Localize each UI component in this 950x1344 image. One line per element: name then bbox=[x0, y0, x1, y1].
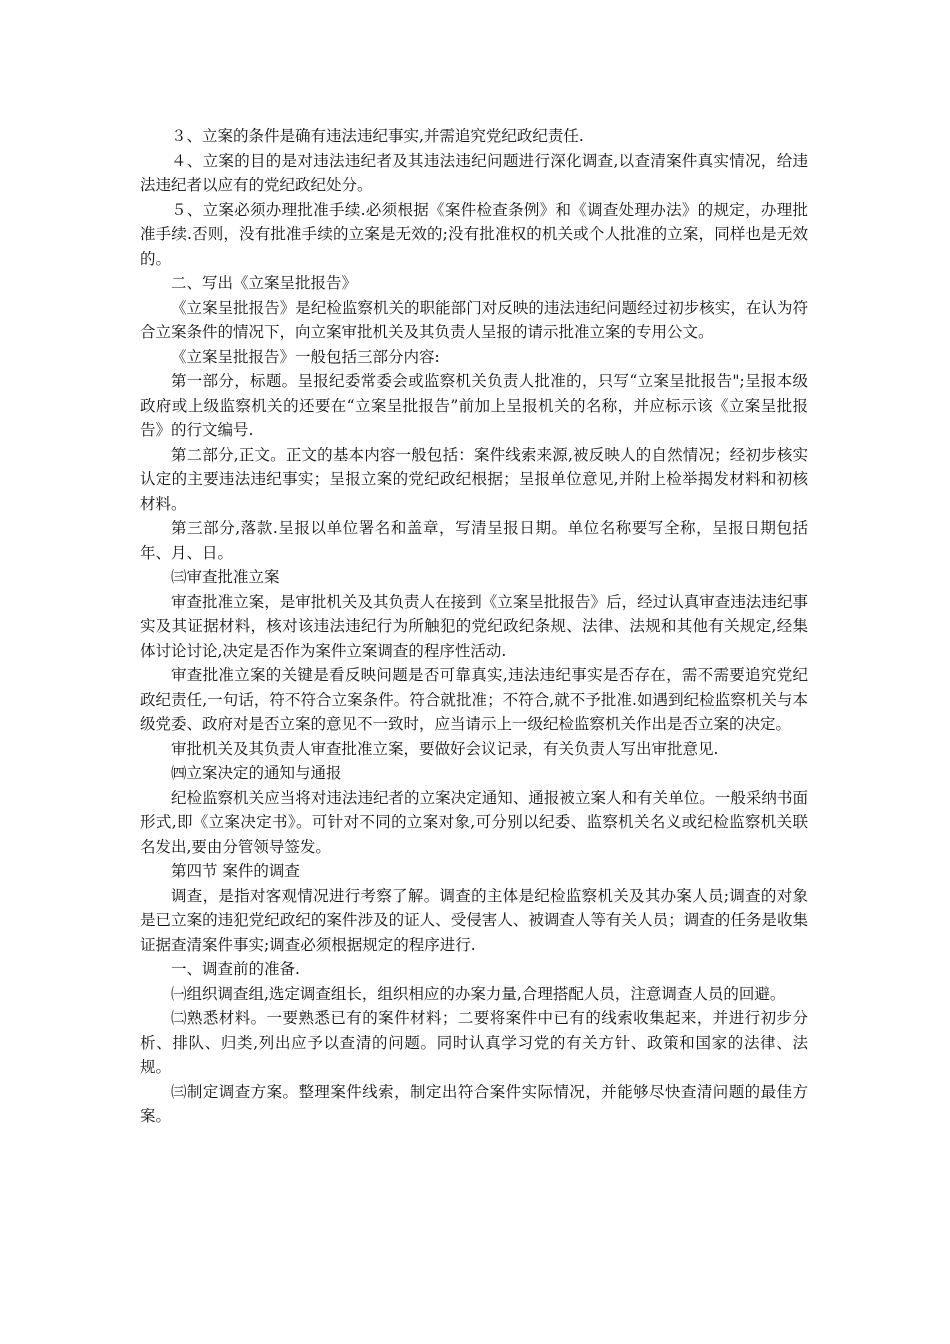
paragraph-notification: 纪检监察机关应当将对违法违纪者的立案决定通知、通报被立案人和有关单位。一般采纳书面形式,即《立案决定书》。可针对不同的立案对象,可分别以纪委、监察机关名义或纪检监察机关联名发出,要由分管领导签发。 bbox=[140, 788, 808, 856]
paragraph-3: ３、立案的条件是确有违法违纪事实,并需追究党纪政纪责任. bbox=[171, 127, 584, 145]
paragraph-review-key: 审查批准立案的关键是看反映问题是否可靠真实,违法违纪事实是否存在，需不需要追究党纪政纪责任,一句话，符不符合立案条件。符合就批准；不符合,就不予批准.如遇到纪检监察机关与本级党委、政府对是否立案的意见不一致时，应当请示上一级纪检监察机关作出是否立案的决定。 bbox=[140, 666, 808, 733]
paragraph-part-two: 第二部分,正文。正文的基本内容一般包括：案件线索来源,被反映人的自然情况；经初步核实认定的主要违法违纪事实；呈报立案的党纪政纪根据；呈报单位意见,并附上检举揭发材料和初核材料。 bbox=[140, 445, 808, 513]
paragraph-review-definition: 审查批准立案，是审批机关及其负责人在接到《立案呈批报告》后，经过认真审查违法违纪事实及其证据材料，核对该违法违纪行为所触犯的党纪政纪条规、法律、法规和其他有关规定,经集体讨论讨论,决定是否作为案件立案调查的程序性活动. bbox=[140, 592, 808, 660]
paragraph-prep-plan: ㈢制定调查方案。整理案件线索，制定出符合案件实际情况，并能够尽快查清问题的最佳方案。 bbox=[140, 1082, 808, 1125]
document-body bbox=[140, 124, 808, 1129]
paragraph-report-parts: 《立案呈批报告》一般包括三部分内容: bbox=[171, 347, 440, 366]
paragraph-report-definition: 《立案呈批报告》是纪检监察机关的职能部门对反映的违法违纪问题经过初步核实，在认为符合立案条件的情况下，向立案审批机关及其负责人呈报的请示批准立案的专用公文。 bbox=[140, 298, 808, 341]
paragraph-5: ５、立案必须办理批准手续.必须根据《案件检查条例》和《调查处理办法》的规定，办理批准手续.否则，没有批准手续的立案是无效的;没有批准权的机关或个人批准的立案，同样也是无效的。 bbox=[140, 200, 808, 268]
paragraph-part-three: 第三部分,落款.呈报以单位署名和盖章，写清呈报日期。单位名称要写全称，呈报日期包括年、月、日。 bbox=[140, 519, 808, 562]
paragraph-4: ４、立案的目的是对违法违纪者及其违法违纪问题进行深化调查,以查清案件真实情况，给违法违纪者以应有的党纪政纪处分。 bbox=[140, 151, 808, 194]
subheading-notification: ㈣立案决定的通知与通报 bbox=[171, 764, 342, 782]
section-heading-report: 二、写出《立案呈批报告》 bbox=[171, 274, 358, 292]
subheading-preparation: 一、调查前的准备. bbox=[171, 960, 300, 978]
section-heading-investigation: 第四节 案件的调查 bbox=[171, 862, 300, 880]
paragraph-part-one: 第一部分，标题。呈报纪委常委会或监察机关负责人批准的，只写“立案呈批报告";呈报本级政府或上级监察机关的还要在“立案呈批报告”前加上呈报机关的名称，并应标示该《立案呈批报告》的行文编号. bbox=[140, 372, 808, 439]
paragraph-prep-team: ㈠组织调查组,选定调查组长，组织相应的办案力量,合理搭配人员，注意调查人员的回避。 bbox=[171, 984, 786, 1003]
paragraph-investigation-definition: 调查，是指对客观情况进行考察了解。调查的主体是纪检监察机关及其办案人员;调查的对象是已立案的违犯党纪政纪的案件涉及的证人、受侵害人、被调查人等有关人员；调查的任务是收集证据查清案件事实;调查必须根据规定的程序进行. bbox=[140, 886, 808, 954]
paragraph-review-records: 审批机关及其负责人审查批准立案，要做好会议记录，有关负责人写出审批意见. bbox=[171, 739, 719, 758]
subheading-review-approval: ㈢审查批准立案 bbox=[171, 568, 280, 586]
paragraph-prep-materials: ㈡熟悉材料。一要熟悉已有的案件材料；二要将案件中已有的线索收集起来，并进行初步分析、排队、归类,列出应予以查清的问题。同时认真学习党的有关方针、政策和国家的法律、法规。 bbox=[140, 1009, 808, 1076]
